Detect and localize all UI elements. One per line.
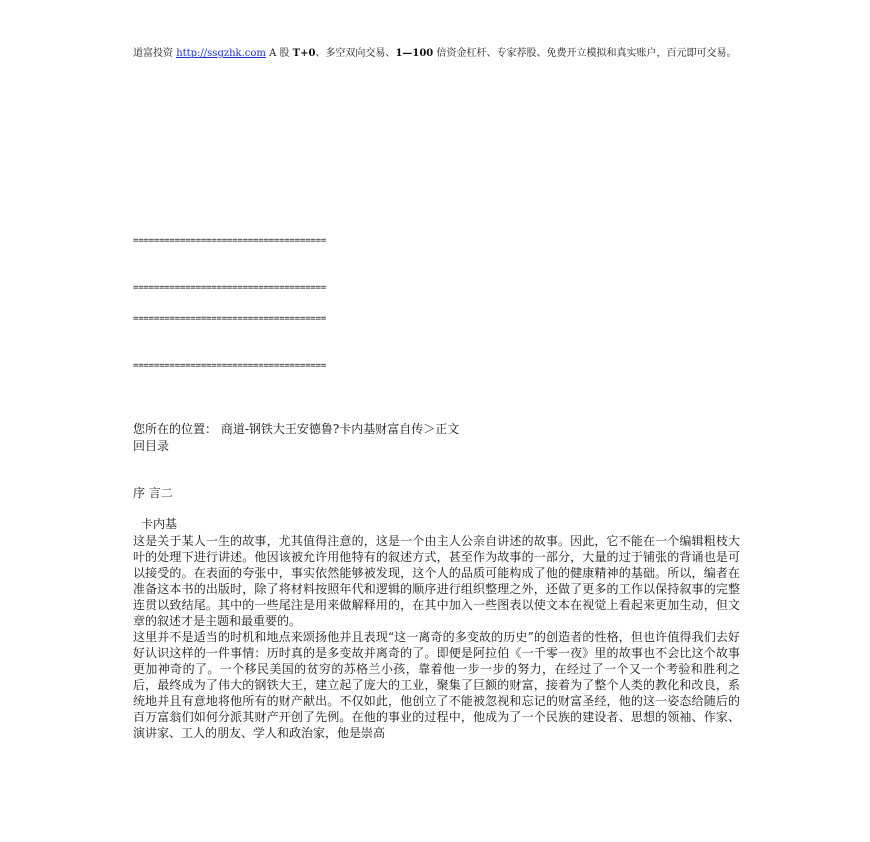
separator-line: ===================================== [133,236,327,246]
ad-after-link: A 股 [265,48,293,59]
article-body [133,533,740,741]
ad-leverage-range: 1—100 [395,48,434,59]
author-name: 卡内基 [141,517,178,531]
ad-link[interactable]: http://ssgzhk.com [176,48,266,59]
ad-t0: T+0 [292,48,316,59]
breadcrumb: 您所在的位置： 商道-钢铁大王安德鲁?卡内基财富自传＞正文 [133,422,460,436]
ad-prefix: 道富投资 [133,48,177,59]
paragraph: 这里并不是适当的时机和地点来颂扬他并且表现“这一离奇的多变故的历史”的创造者的性格，但也许值得我们去好好认识这样的一件事情：历时真的是多变故并离奇的了。即便是阿拉伯《一千零一夜》里的故事也不会比这个故事更加神奇的了。一个移民美国的贫穷的苏格兰小孩，靠着他一步一步的努力，在经过了一个又一个考验和胜利之后，最终成为了伟大的钢铁大王，建立起了庞大的工业，聚集了巨额的财富，接着为了整个人类的教化和改良，系统地并且有意地将他所有的财产献出。不仅如此，他创立了不能被忽视和忘记的财富圣经，他的这一姿态给随后的百万富翁们如何分派其财产开创了先例。在他的事业的过程中，他成为了一个民族的建设者、思想的领袖、作家、演讲家、工人的朋友、学人和政治家，他是崇高 [133,630,740,740]
paragraph: 这是关于某人一生的故事，尤其值得注意的，这是一个由主人公亲自讲述的故事。因此，它不能在一个编辑粗枝大叶的处理下进行讲述。他因该被允许用他特有的叙述方式，甚至作为故事的一部分，大量的过于铺张的背诵也是可以接受的。在表面的夸张中，事实依然能够被发现，这个人的品质可能构成了他的健康精神的基础。所以，编者在准备这本书的出版时，除了将材料按照年代和逻辑的顺序进行组织整理之外，还做了更多的工作以保持叙事的完整连贯以致结尾。其中的一些尾注是用来做解释用的，在其中加入一些图表以使文本在视觉上看起来更加生动，但文章的叙述才是主题和最重要的。 [133,534,740,628]
ad-mid: 、多空双向交易、 [315,48,396,59]
separator-line: ===================================== [133,283,327,293]
back-to-contents-link[interactable]: 回目录 [133,439,170,453]
separator-line: ===================================== [133,361,327,371]
ad-rest: 倍资金杠杆、专家荐股、免费开立模拟和真实账户，百元即可交易。 [433,48,737,59]
advertisement-header [133,47,745,60]
separator-line: ===================================== [133,314,327,324]
section-title: 序 言二 [133,486,173,500]
